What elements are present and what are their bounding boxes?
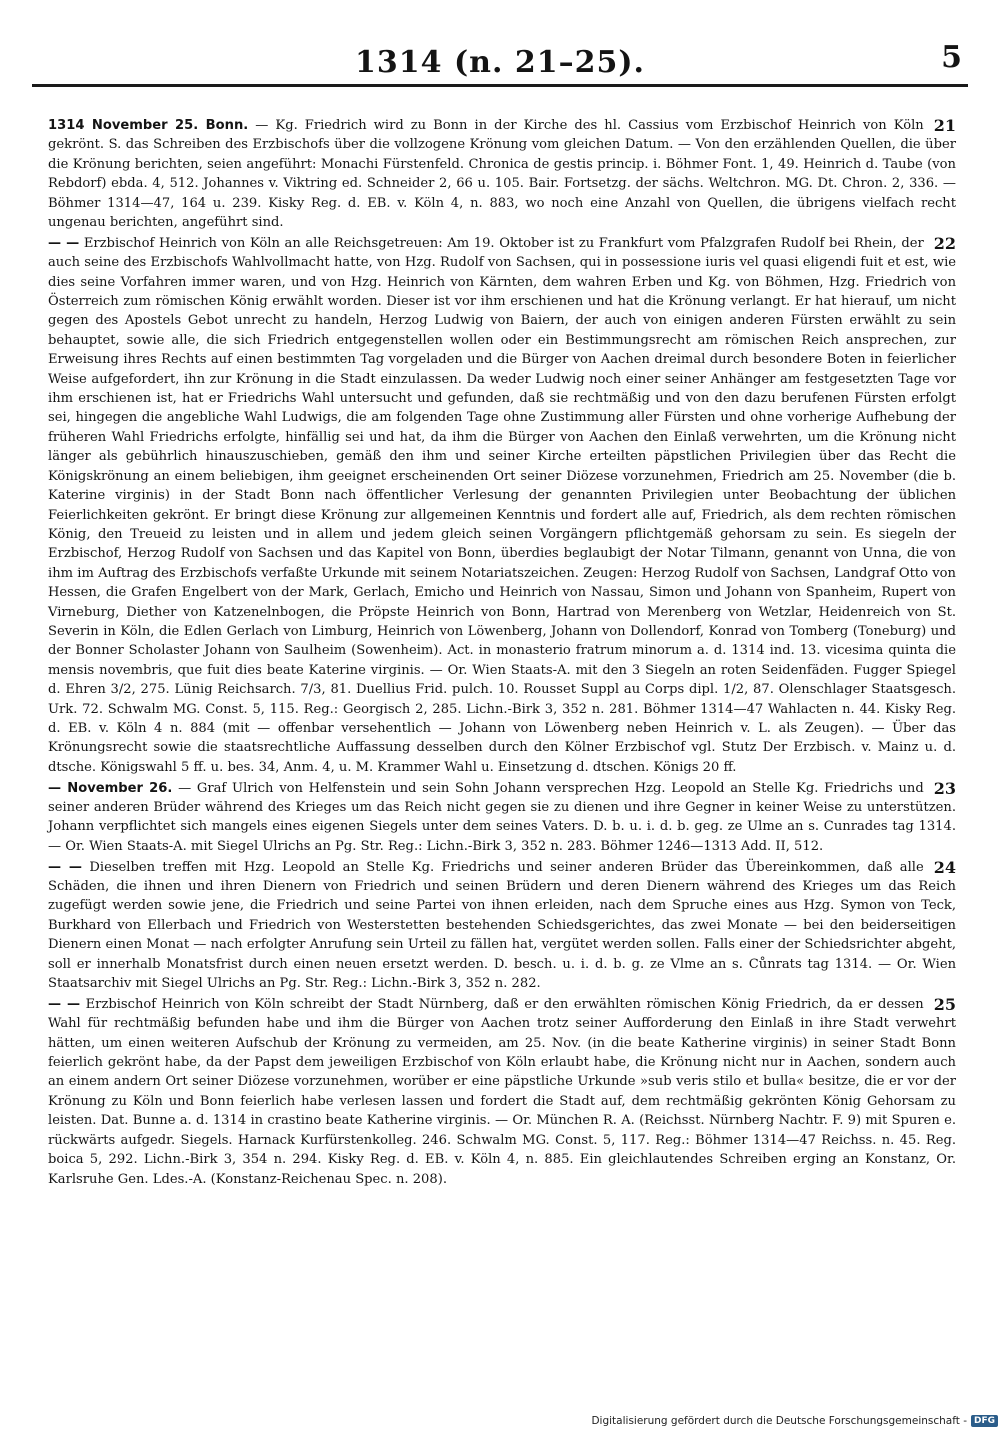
regest-entry-24 [48, 858, 956, 994]
entry-text: Dieselben treffen mit Hzg. Leopold an Stelle Kg. Friedrichs und seiner anderen Brüder das Übereinkommen, daß alle Schäden, die ihnen und ihren Dienern von Friedrich und seinen Brüdern und deren Dienern während des Krieges um das Reich zugefügt werden sowie jene, die Friedrich und seine Partei von ihnen erleiden, nach dem Spruche eines aus Hzg. Symon von Teck, Burkhard von Ellerbach und Friedrich von Westerstetten bestehenden Schiedsgerichtes, das zwei Monate — bei den beiderseitigen Dienern einen Monat — nach erfolgter Anrufung sein Urteil zu fällen hat, vergütet werden sollen. Falls einer der Schiedsrichter abgeht, soll er innerhalb Monatsfrist durch einen neuen ersetzt werden. D. besch. u. i. d. b. g. ze Vlme an s. Cůnrats tag 1314. — Or. Wien Staatsarchiv mit Siegel Ulrichs an Pg. Str. Reg.: Lichn.-Birk 3, 352 n. 282. [48, 859, 956, 992]
entry-text: — Graf Ulrich von Helfenstein und sein Sohn Johann versprechen Hzg. Leopold an Stelle Kg. Friedrichs und seiner anderen Brüder während des Krieges um das Reich nicht gegen sie zu dienen und ihre Gegner in keiner Weise zu unterstützen. Johann verpflichtet sich mangels eines eigenen Siegels unter dem seines Vaters. D. b. u. i. d. b. geg. ze Ulme an s. Cunrades tag 1314. — Or. Wien Staats-A. mit Siegel Ulrichs an Pg. Str. Reg.: Lichn.-Birk 3, 352 n. 283. Böhmer 1246—1313 Add. II, 512. [48, 780, 956, 854]
regesta-body [48, 116, 956, 1190]
page-number: 5 [941, 40, 962, 75]
entry-number: 21 [933, 116, 956, 135]
dfg-logo-icon: DFG [971, 1415, 998, 1427]
entry-number: 23 [933, 778, 956, 798]
regest-entry-21 [48, 116, 956, 232]
digitization-footer [591, 1415, 998, 1427]
entry-number: 25 [933, 994, 956, 1014]
page [32, 0, 968, 1435]
entry-date: — — [48, 859, 82, 875]
entry-date: — — [48, 996, 81, 1012]
running-header [32, 40, 968, 87]
entry-number: 22 [933, 233, 956, 253]
entry-text: Erzbischof Heinrich von Köln an alle Reichsgetreuen: Am 19. Oktober ist zu Frankfurt vom Pfalzgrafen Rudolf bei Rhein, der auch seine des Erzbischofs Wahlvollmacht hatte, von Hzg. Rudolf von Sachsen, qui in possessione iuris vel quasi eligendi fuit et est, wie dies seine Vorfahren immer waren, und von Hzg. Heinrich von Kärnten, dem wahren Erben und Kg. von Böhmen, Hzg. Friedrich von Österreich zum römischen König erwählt worden. Dieser ist vor ihm erschienen und hat die Krönung verlangt. Er hat hierauf, um nicht gegen des Apostels Gebot unrecht zu handeln, Herzog Ludwig von Baiern, der auch von einigen anderen Fürsten erwählt zu sein behauptet, sowie alle, die sich Friedrich entgegenstellen wollen oder ein Bestimmungsrecht am römischen Reich ansprechen, zur Erweisung ihres Rechts auf einen bestimmten Tag vorgeladen und die Bürger von Aachen dreimal durch besondere Boten in feierlicher Weise aufgefordert, ihn zur Krönung in die Stadt einzulassen. Da weder Ludwig noch einer seiner Anhänger am festgesetzten Tage vor ihm erschienen ist, hat er Friedrichs Wahl untersucht und gefunden, daß sie rechtmäßig und von den dazu berufenen Fürsten erfolgt sei, hingegen die angebliche Wahl Ludwigs, die am folgenden Tage ohne Zustimmung aller Fürsten und ohne vorherige Aufhebung der früheren Wahl Friedrichs erfolgte, hinfällig sei und hat, da ihm die Bürger von Aachen den Einlaß verwehrten, um die Krönung nicht länger als gebührlich hinauszuschieben, gemäß den ihm und seiner Kirche erteilten päpstlichen Privilegien über das Recht die Königskrönung an einem beliebigen, ihm geeignet erscheinenden Ort seiner Diözese vorzunehmen, Friedrich am 25. November (die b. Katerine virginis) in der Stadt Bonn nach öffentlicher Verlesung der genannten Privilegien unter Beobachtung der üblichen Feierlichkeiten gekrönt. Er bringt diese Krönung zur allgemeinen Kenntnis und fordert alle auf, Friedrich, als dem rechten römischen König, den Treueid zu leisten und in allem und jedem gleich seinen Vorgängern pflichtgemäß gehorsam zu sein. Es siegeln der Erzbischof, Herzog Rudolf von Sachsen und das Kapitel von Bonn, überdies beglaubigt der Notar Tilmann, genannt von Unna, die von ihm im Auftrag des Erzbischofs verfaßte Urkunde mit seinem Notariatszeichen. Zeugen: Herzog Rudolf von Sachsen, Landgraf Otto von Hessen, die Grafen Engelbert von der Mark, Gerlach, Emicho und Heinrich von Nassau, Simon und Johann von Spanheim, Rupert von Virneburg, Diether von Katzenelnbogen, die Pröpste Heinrich von Bonn, Hartrad von Merenberg von Wetzlar, Heidenreich von St. Severin in Köln, die Edlen Gerlach von Limburg, Heinrich von Löwenberg, Johann von Dollendorf, Konrad von Tomberg (Toneburg) und der Bonner Scholaster Johann von Saulheim (Sowenheim). Act. in monasterio fratrum minorum a. d. 1314 ind. 13. vicesima quinta die mensis novembris, que fuit dies beate Katerine virginis. — Or. Wien Staats-A. mit den 3 Siegeln an roten Seidenfäden. Fugger Spiegel d. Ehren 3/2, 275. Lünig Reichsarch. 7/3, 81. Duellius Frid. pulch. 10. Rousset Suppl au Corps dipl. 1/2, 87. Olenschlager Staatsgesch. Urk. 72. Schwalm MG. Const. 5, 115. Reg.: Georgisch 2, 285. Lichn.-Birk 3, 352 n. 281. Böhmer 1314—47 Wahlacten n. 44. Kisky Reg. d. EB. v. Köln 4 n. 884 (mit — offenbar versehentlich — Johann von Löwenberg neben Heinrich v. L. als Zeugen). — Über das Krönungsrecht sowie die staatsrechtliche Auffassung desselben durch den Kölner Erzbischof vgl. Stutz Der Erzbisch. v. Mainz u. d. dtsche. Königswahl 5 ff. u. bes. 34, Anm. 4, u. M. Krammer Wahl u. Einsetzung d. dtschen. Königs 20 ff. [48, 235, 956, 775]
header-title: 1314 (n. 21–25). [355, 44, 645, 80]
regest-entry-23 [48, 779, 956, 857]
regest-entry-25 [48, 995, 956, 1189]
entry-number: 24 [933, 857, 956, 877]
footer-credit: Digitalisierung gefördert durch die Deutsche Forschungsgemeinschaft - [591, 1415, 967, 1427]
regest-entry-22 [48, 234, 956, 777]
entry-text: Erzbischof Heinrich von Köln schreibt der Stadt Nürnberg, daß er den erwählten römischen König Friedrich, da er dessen Wahl für rechtmäßig befunden habe und ihm die Bürger von Aachen trotz seiner Aufforderung den Einlaß in ihre Stadt verwehrt hätten, um einen weiteren Aufschub der Krönung zu vermeiden, am 25. Nov. (in die beate Katherine virginis) in seiner Stadt Bonn feierlich gekrönt habe, da der Papst dem jeweiligen Erzbischof von Köln erlaubt habe, die Krönung nicht nur in Aachen, sondern auch an einem andern Ort seiner Diözese vorzunehmen, worüber er eine päpstliche Urkunde »sub veris stilo et bulla« besitze, die er vor der Krönung zu Köln und Bonn feierlich habe verlesen lassen und fordert die Stadt auf, dem rechtmäßig gekrönten König Gehorsam zu leisten. Dat. Bunne a. d. 1314 in crastino beate Katherine virginis. — Or. München R. A. (Reichsst. Nürnberg Nachtr. F. 9) mit Spuren e. rückwärts aufgedr. Siegels. Harnack Kurfürstenkolleg. 246. Schwalm MG. Const. 5, 117. Reg.: Böhmer 1314—47 Reichss. n. 45. Reg. boica 5, 292. Lichn.-Birk 3, 354 n. 294. Kisky Reg. d. EB. v. Köln 4, n. 885. Ein gleichlautendes Schreiben erging an Konstanz, Or. Karlsruhe Gen. Ldes.-A. (Konstanz-Reichenau Spec. n. 208). [48, 996, 956, 1187]
entry-date: — November 26. [48, 780, 173, 796]
entry-date: — — [48, 235, 80, 251]
entry-text: — Kg. Friedrich wird zu Bonn in der Kirche des hl. Cassius vom Erzbischof Heinrich von Köln gekrönt. S. das Schreiben des Erzbischofs über die vollzogene Krönung vom gleichen Datum. — Von den erzählenden Quellen, die über die Krönung berichten, seien angeführt: Monachi Fürstenfeld. Chronica de gestis princip. i. Böhmer Font. 1, 49. Heinrich d. Taube (von Rebdorf) ebda. 4, 512. Johannes v. Viktring ed. Schneider 2, 66 u. 105. Bair. Fortsetzg. der sächs. Weltchron. MG. Dt. Chron. 2, 336. — Böhmer 1314—47, 164 u. 239. Kisky Reg. d. EB. v. Köln 4, n. 883, wo noch eine Anzahl von Quellen, die übrigens vielfach recht ungenau berichten, angeführt sind. [48, 118, 956, 231]
entry-date: 1314 November 25. Bonn. [48, 118, 249, 133]
